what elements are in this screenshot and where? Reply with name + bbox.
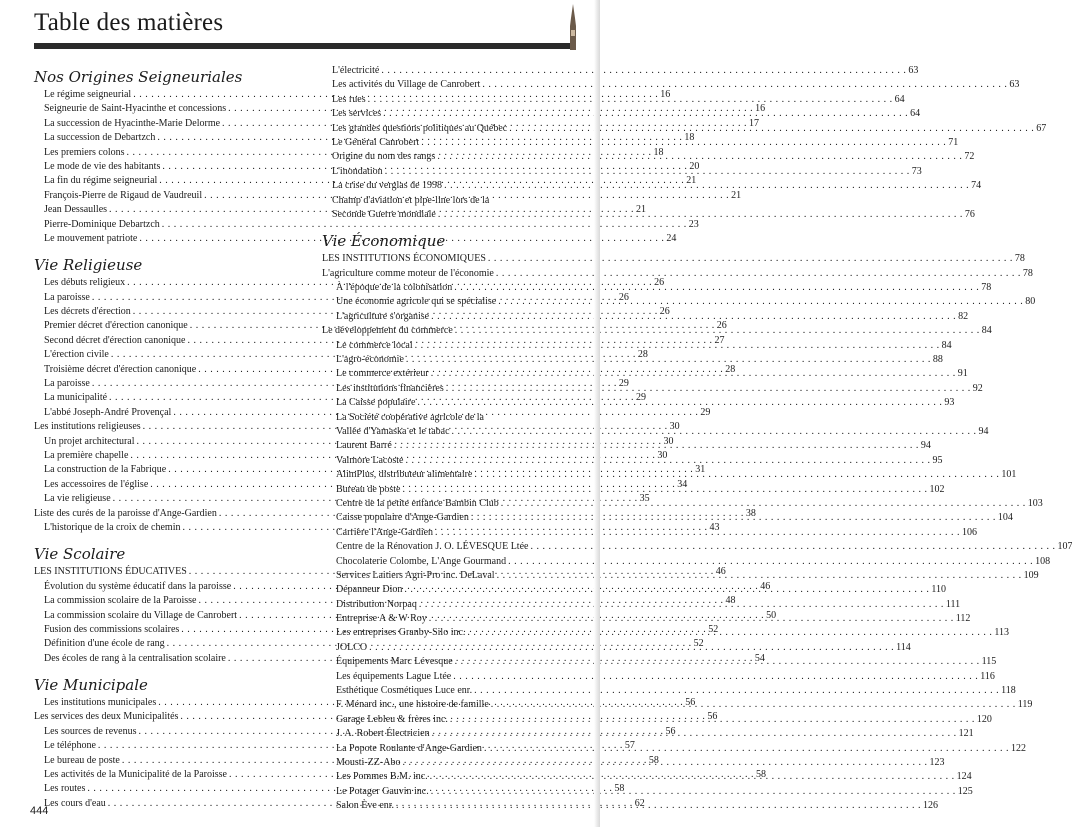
toc-entry-title: Troisième décret d'érection canonique — [44, 363, 197, 375]
toc-entry-page: 63 — [1009, 79, 1020, 91]
toc-entry-title: Évolution du système éducatif dans la paroisse — [44, 580, 232, 592]
toc-entry-page: 64 — [910, 108, 921, 120]
toc-entry-title: Jean Dessaulles — [44, 204, 108, 216]
toc-entry-page: 72 — [964, 151, 975, 163]
toc-entry-title: Les décrets d'érection — [44, 306, 131, 318]
toc-entry-page: 67 — [1036, 122, 1047, 134]
toc-entry-title: Centre de la Rénovation J. O. LÉVESQUE Ltée — [336, 541, 529, 553]
toc-entry-title: La succession de Debartzch — [44, 132, 156, 144]
toc-entry-page: 125 — [957, 785, 973, 797]
toc-entry-title: Les services des deux Municipalités — [34, 711, 179, 723]
toc-entry-page: 93 — [944, 397, 955, 409]
toc-entry-page: 50 — [766, 609, 777, 621]
toc-entry-title: Salon Ève enr. — [336, 800, 395, 812]
dot-leader — [488, 252, 1013, 266]
dot-leader — [454, 281, 979, 295]
dot-leader — [383, 107, 908, 121]
dot-leader — [415, 339, 940, 353]
toc-entry-page: 76 — [964, 208, 975, 220]
toc-entry-title: Seigneurie de Saint-Hyacinthe et concessions — [44, 103, 227, 115]
toc-entry-title: La crise du verglas de 1998 — [332, 180, 443, 192]
toc-entry-title: Les institutions religieuses — [34, 421, 141, 433]
toc-entry-page: 28 — [725, 363, 736, 375]
toc-entry-page: 101 — [1001, 469, 1017, 481]
dot-leader — [402, 483, 927, 497]
toc-entry-title: Fusion des commissions scolaires — [44, 623, 180, 635]
toc-entry-page: 24 — [666, 232, 677, 244]
dot-leader — [396, 799, 921, 813]
section-spacer — [34, 666, 302, 672]
toc-entry-title: J. A. Robert Électricien — [336, 728, 430, 740]
toc-entry-page: 30 — [663, 435, 674, 447]
toc-entry-title: Services Laitiers Agri-Pro inc. DeLaval — [336, 569, 495, 581]
toc-entry-title: L'agriculture s'organise — [336, 310, 430, 322]
toc-entry-title: Les rues — [332, 93, 366, 105]
toc-entry-title: JOLCO — [336, 641, 368, 653]
toc-entry-page: 46 — [715, 566, 726, 578]
dot-leader — [471, 511, 996, 525]
toc-entry-page: 29 — [700, 406, 711, 418]
toc-entry-page: 82 — [958, 310, 969, 322]
toc-entry-title: Vallée d'Yamaska et le tabac — [336, 425, 450, 437]
dot-leader — [455, 655, 980, 669]
dot-leader — [421, 136, 946, 150]
toc-entry-page: 26 — [618, 291, 629, 303]
section-heading-nos-origines-seigneuriales: Nos Origines Seigneuriales — [34, 68, 243, 86]
toc-entry-page: 108 — [1035, 555, 1051, 567]
toc-entry-page: 52 — [708, 623, 719, 635]
toc-entry-page: 91 — [957, 368, 968, 380]
dot-leader — [452, 425, 977, 439]
toc-entry-title: Carrière l'Ange-Gardien — [336, 526, 434, 538]
toc-entry-page: 84 — [981, 325, 992, 337]
toc-entry — [322, 670, 995, 684]
dot-leader — [508, 555, 1033, 569]
dot-leader — [429, 612, 954, 626]
toc-entry-title: La municipalité — [44, 392, 108, 404]
toc-entry-page: 94 — [920, 440, 931, 452]
dot-leader — [419, 598, 944, 612]
toc-entry-title: L'historique de la croix de chemin — [44, 521, 181, 533]
dot-leader — [446, 382, 971, 396]
dot-leader — [530, 540, 1055, 554]
dot-leader — [435, 526, 960, 540]
dot-leader — [438, 208, 963, 222]
dot-leader — [482, 78, 1007, 92]
dot-leader — [431, 310, 956, 324]
toc-entry-page: 78 — [1014, 253, 1025, 265]
page-title: Table des matières — [34, 9, 224, 36]
toc-entry-page: 30 — [669, 421, 680, 433]
toc-entry-title: Le Général Canrobert — [332, 136, 420, 148]
toc-entry-page: 16 — [755, 103, 766, 115]
toc-entry-title: La Société coopérative agricole de la — [336, 411, 484, 423]
toc-entry-page: 92 — [972, 382, 983, 394]
toc-entry-page: 21 — [731, 189, 742, 201]
page-header — [34, 4, 590, 52]
toc-entry-page: 80 — [1025, 296, 1036, 308]
toc-entry-page: 119 — [1017, 699, 1033, 711]
toc-entry-title: Laurent Barré — [336, 440, 392, 452]
toc-entry-page: 54 — [754, 652, 765, 664]
dot-leader — [501, 497, 1026, 511]
toc-entry-page: 62 — [634, 797, 645, 809]
toc-entry-title: Les accessoires de l'église — [44, 478, 149, 490]
toc-entry-page: 38 — [745, 507, 756, 519]
toc-entry-page: 120 — [976, 713, 992, 725]
toc-entry-page: 26 — [659, 306, 670, 318]
toc-entry-page: 43 — [709, 521, 720, 533]
toc-entry — [322, 411, 592, 425]
toc-entry-title: Mousti-ZZ-Abo — [336, 756, 401, 768]
toc-entry-page: 52 — [693, 638, 704, 650]
section-spacer — [34, 811, 302, 817]
toc-entry-page: 71 — [948, 136, 959, 148]
toc-entry-title: Origine du nom des rangs — [332, 151, 436, 163]
dot-leader — [394, 439, 919, 453]
toc-entry-page: 74 — [971, 180, 982, 192]
toc-entry-page: 104 — [997, 512, 1013, 524]
toc-entry-title: L'inondation — [332, 165, 383, 177]
toc-entry-title: Caisse populaire d'Ange-Gardien — [336, 512, 469, 524]
dot-leader — [368, 93, 893, 107]
toc-entry-title: Le Potager Gauvin inc. — [336, 785, 429, 797]
toc-entry-page: 110 — [931, 584, 947, 596]
toc-entry-page: 64 — [894, 93, 905, 105]
toc-entry — [322, 78, 1020, 92]
dot-leader — [431, 785, 956, 799]
section-spacer — [34, 246, 302, 252]
toc-entry — [322, 64, 919, 78]
toc-entry-title: Liste des curés de la paroisse d'Ange-Gardien — [34, 507, 217, 519]
dot-leader — [404, 583, 929, 597]
dot-leader — [455, 324, 980, 338]
toc-entry-title: Dépanneur Dion — [336, 584, 403, 596]
toc-entry-title: Les équipements Lague Ltée — [336, 670, 452, 682]
toc-entry-title: Les routes — [44, 783, 86, 795]
toc-entry-page: 23 — [688, 218, 699, 230]
section-spacer — [322, 222, 592, 228]
section-spacer — [322, 814, 592, 820]
header-rule — [34, 43, 572, 49]
toc-entry-title: La paroisse — [44, 378, 90, 390]
dot-leader — [474, 684, 999, 698]
toc-entry — [34, 218, 699, 232]
toc-entry-page: 16 — [660, 89, 671, 100]
toc-entry-page: 58 — [648, 754, 659, 766]
toc-entry-title: LES INSTITUTIONS ÉCONOMIQUES — [322, 253, 486, 265]
toc-entry-title: Valmore Lacoste — [336, 454, 404, 466]
toc-entry-title: Centre de la petite enfance Bambin Club — [336, 497, 499, 509]
toc-entry — [322, 267, 1033, 281]
toc-entry-title: F. Ménard inc., une histoire de famille — [336, 699, 489, 711]
toc-entry-page: 116 — [980, 670, 995, 682]
toc-entry — [322, 555, 1051, 569]
toc-entry-page: 18 — [684, 132, 695, 144]
toc-entry-page: 31 — [695, 464, 706, 476]
toc-entry-page: 35 — [639, 493, 650, 505]
toc-entry-page: 109 — [1023, 569, 1039, 581]
toc-entry-title: L'érection civile — [44, 349, 109, 361]
dot-leader — [432, 727, 957, 741]
toc-entry-page: 118 — [1001, 685, 1016, 697]
toc-entry-title: La commission scolaire de la Paroisse — [44, 595, 197, 607]
section-spacer — [34, 535, 302, 541]
toc-entry-title: La vie religieuse — [44, 493, 111, 505]
toc-entry-title: Le commerce extérieur — [336, 368, 429, 380]
dot-leader — [405, 454, 930, 468]
dot-leader — [453, 670, 978, 684]
toc-entry-page: 56 — [685, 697, 696, 709]
toc-entry-page: 114 — [896, 641, 911, 653]
dot-leader — [402, 756, 927, 770]
toc-entry-page: 124 — [956, 771, 972, 783]
dot-leader — [385, 165, 910, 179]
toc-entry-page: 29 — [618, 378, 629, 390]
dot-leader — [484, 742, 1009, 756]
toc-entry-page: 107 — [1057, 541, 1072, 553]
toc-entry-page: 78 — [981, 282, 992, 294]
toc-entry-title: Les entreprises Granby-Silo inc. — [336, 627, 466, 639]
section-heading-vie-municipale: Vie Municipale — [34, 676, 148, 695]
toc-entry-title: La Caisse populaire — [336, 397, 416, 409]
dot-leader — [496, 267, 1021, 281]
toc-entry-page: 106 — [962, 526, 978, 538]
dot-leader — [430, 770, 955, 784]
toc-entry — [322, 540, 1072, 554]
toc-entry-page: 29 — [636, 392, 647, 404]
toc-entry-title: Les débuts religieux — [44, 277, 126, 289]
toc-entry-title: Le développement du commerce — [322, 325, 453, 337]
toc-entry-page: 73 — [911, 165, 922, 177]
dot-leader — [381, 64, 906, 78]
toc-entry-title: Les institutions municipales — [44, 697, 157, 709]
toc-entry-title: Premier décret d'érection canonique — [44, 320, 188, 332]
toc-entry-title: Des écoles de rang à la centralisation scolaire — [44, 652, 226, 664]
toc-entry-title: Chocolaterie Colombe, L'Ange Gourmand — [336, 555, 507, 567]
toc-entry-title: Le téléphone — [44, 740, 96, 752]
toc-entry-page: 34 — [677, 478, 688, 490]
section-heading-vie-religieuse: Vie Religieuse — [34, 256, 143, 275]
toc-entry-page: 56 — [665, 725, 676, 737]
toc-entry-page: 88 — [932, 354, 943, 366]
dot-leader — [491, 698, 1016, 712]
toc-entry-title: La commission scolaire du Village de Canrobert — [44, 609, 238, 621]
toc-entry-title: François-Pierre de Rigaud de Vaudreuil — [44, 189, 203, 201]
toc-entry-title: L'agriculture comme moteur de l'économie — [322, 267, 494, 279]
toc-entry-page: 26 — [716, 320, 727, 332]
toc-entry-page: 95 — [932, 454, 943, 466]
toc-entry-title: Bureau de poste — [336, 483, 401, 495]
toc-entry-title: Champ d'aviation et pipe-line lors de la — [332, 194, 490, 206]
toc-entry-title: Équipements Marc Lévesque — [336, 656, 453, 668]
toc-entry-page: 21 — [636, 204, 647, 216]
toc-entry-title: Distribution Norpaq — [336, 598, 417, 610]
toc-entry-title: À l'époque de la colonisation — [336, 282, 453, 294]
toc-entry-title: Esthétique Cosmétiques Luce enr. — [336, 685, 473, 697]
dot-leader — [497, 569, 1022, 583]
toc-entry-title: L'abbé Joseph-André Provençal — [44, 406, 172, 418]
toc-entry-page: 20 — [689, 160, 700, 172]
toc-entry-title: Les activités de la Municipalité de la Paroisse — [44, 769, 227, 781]
toc-entry-page: 123 — [929, 756, 945, 768]
toc-entry-page: 48 — [725, 595, 736, 607]
toc-entry-title: La construction de la Fabrique — [44, 464, 167, 476]
toc-entry-page: 46 — [760, 580, 771, 592]
toc-entry-page: 103 — [1027, 497, 1043, 509]
toc-entry-page: 21 — [686, 175, 697, 187]
toc-entry-title: L'agro-économie — [336, 354, 404, 366]
toc-entry-title: Les institutions financières — [336, 382, 444, 394]
dot-leader — [406, 353, 931, 367]
toc-entry-title: La Popote Roulante d'Ange-Gardien — [336, 742, 482, 754]
toc-entry-page: 63 — [908, 65, 919, 76]
toc-entry-title: LES INSTITUTIONS ÉDUCATIVES — [34, 566, 187, 578]
page-number: 444 — [30, 805, 49, 817]
toc-entry-page: 56 — [707, 711, 718, 723]
toc-entry-title: Les Pommes B.M. inc. — [336, 771, 428, 783]
dot-leader — [431, 367, 956, 381]
toc-entry-page: 58 — [614, 783, 625, 795]
toc-entry-page: 26 — [654, 277, 665, 289]
toc-entry-title: AlimPlus, distributeur alimentaire — [336, 469, 473, 481]
toc-entry-title: La première chapelle — [44, 449, 129, 461]
dot-leader — [417, 396, 942, 410]
toc-entry-page: 27 — [714, 334, 725, 346]
toc-entry-title: Le commerce local — [336, 339, 413, 351]
toc-entry-title: Entreprise A & W Roy — [336, 613, 427, 625]
toc-entry-title: Un projet architectural — [44, 435, 135, 447]
dot-leader — [437, 150, 962, 164]
toc-entry-page: 57 — [624, 740, 635, 752]
dot-leader — [498, 295, 1023, 309]
toc-entry-page: 17 — [749, 117, 760, 129]
toc-entry-title: Les premiers colons — [44, 146, 125, 158]
dot-leader — [369, 641, 894, 655]
toc-entry-page: 84 — [941, 339, 952, 351]
toc-entry-title: La fin du régime seigneurial — [44, 175, 158, 187]
toc-entry-title: Pierre-Dominique Debartzch — [44, 218, 160, 230]
toc-entry-page: 115 — [981, 656, 997, 668]
toc-entry — [322, 684, 1016, 698]
toc-entry-title: Une économie agricole qui se spécialise — [336, 296, 497, 308]
toc-entry-title: Les sources de revenus — [44, 725, 137, 737]
page-edge-shadow — [594, 0, 600, 827]
toc-entry-title: Le mouvement patriote — [44, 232, 138, 244]
dot-leader — [467, 626, 992, 640]
dot-leader — [444, 179, 969, 193]
toc-entry-title: Le régime seigneurial — [44, 89, 132, 100]
dot-leader — [450, 713, 975, 727]
toc-entry-page: 126 — [923, 800, 939, 812]
toc-entry-page: 121 — [958, 728, 974, 740]
toc-entry-title: Définition d'une école de rang — [44, 638, 165, 650]
toc-entry-title: Le mode de vie des habitants — [44, 160, 161, 172]
toc-entry-page: 28 — [637, 349, 648, 361]
toc-entry-title: Les services — [332, 108, 382, 120]
toc-entry-page: 111 — [945, 598, 961, 610]
toc-entry — [322, 194, 592, 208]
toc-entry-title: L'électricité — [332, 65, 380, 76]
toc-entry-page: 113 — [994, 627, 1010, 639]
toc-entry-page: 94 — [978, 425, 989, 437]
toc-entry-title: Les cours d'eau — [44, 797, 106, 809]
toc-entry-title: Garage Lebleu & frères inc. — [336, 713, 448, 725]
toc-entry-title: Les activités du Village de Canrobert — [332, 79, 481, 91]
toc-entry-page: 112 — [955, 613, 971, 625]
section-heading-vie-scolaire: Vie Scolaire — [34, 545, 126, 564]
toc-entry-title: La paroisse — [44, 291, 90, 303]
toc-entry-page: 30 — [657, 449, 668, 461]
toc-entry-page: 78 — [1022, 267, 1033, 279]
toc-entry-title: Second décret d'érection canonique — [44, 334, 186, 346]
toc-entry-title: Seconde Guerre mondiale — [332, 208, 436, 220]
toc-entry-title: Les grandes questions politiques au Québec — [332, 122, 508, 134]
section-heading-vie-economique: Vie Économique — [322, 232, 446, 251]
steeple-icon — [566, 4, 580, 50]
dot-leader — [474, 468, 999, 482]
toc-entry-page: 58 — [756, 769, 766, 781]
dot-leader — [509, 122, 1034, 136]
toc-entry-page: 102 — [929, 483, 945, 495]
toc-entry-page: 18 — [653, 146, 664, 158]
toc-entry-page: 122 — [1010, 742, 1026, 754]
toc-entry — [322, 252, 1025, 266]
toc-entry-title: La succession de Hyacinthe-Marie Delorme — [44, 117, 221, 129]
toc-entry-title: Le bureau de poste — [44, 754, 120, 766]
